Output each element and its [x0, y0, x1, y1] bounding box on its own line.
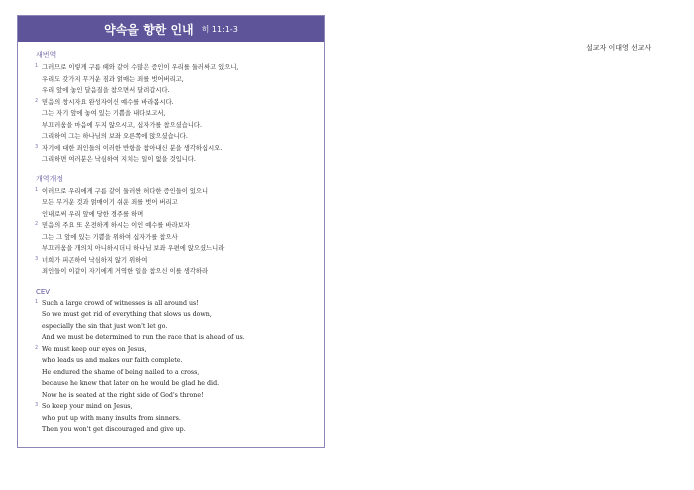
translation-section	[18, 288, 324, 436]
verse-text: Then you won't get discouraged and give up.	[42, 426, 186, 433]
verse-line	[36, 74, 318, 86]
card-header	[18, 16, 324, 42]
verse-line	[36, 62, 318, 74]
verse-line	[36, 413, 318, 425]
verse-line	[36, 424, 318, 436]
verse-text: 그리하면 여러분은 낙심하여 지치는 일이 없을 것입니다.	[42, 156, 196, 163]
translation-title: CEV	[36, 287, 51, 296]
translation-title: 개역개정	[36, 174, 64, 183]
verse-line	[36, 298, 318, 310]
verse-line	[36, 108, 318, 120]
verse-text: 인내로써 우리 앞에 당한 경주를 하며	[42, 210, 144, 218]
verse-line	[36, 85, 318, 97]
verse-line	[36, 390, 318, 402]
verse-line	[36, 309, 318, 321]
verse-text: especially the sin that just won't let go.	[42, 322, 168, 330]
sermon-title: 약속을 향한 인내	[104, 22, 194, 37]
scripture-reference: 히 11:1-3	[201, 24, 238, 34]
verse-text: who put up with many insults from sinners.	[42, 414, 181, 422]
translation-title: 새번역	[36, 51, 57, 59]
verse-text: 그는 그 앞에 있는 기쁨을 위하여 십자가를 참으사	[42, 233, 178, 241]
verse-text: 부끄러움을 마음에 두지 않으시고, 십자가를 참으셨습니다.	[42, 121, 202, 129]
verse-line	[36, 143, 318, 155]
verse-number: 2	[35, 221, 39, 227]
verse-line	[36, 97, 318, 109]
verse-text: 이러므로 우리에게 구름 같이 둘러싼 허다한 증인들이 있으니	[42, 187, 209, 195]
verse-line	[36, 332, 318, 344]
verse-text: 우리도 갖가지 무거운 짐과 얽매는 죄를 벗어버리고,	[42, 75, 184, 83]
verse-text: 모든 무거운 것과 얽매이기 쉬운 죄를 벗어 버리고	[42, 199, 178, 206]
verse-text: because he knew that later on he would be glad he did.	[42, 380, 220, 387]
verse-text: We must keep our eyes on Jesus,	[42, 345, 147, 353]
verse-line	[36, 355, 318, 367]
verse-line	[36, 367, 318, 379]
verse-text: 믿음의 창시자요 완성자이신 예수를 바라봅시다.	[42, 98, 174, 106]
verse-line	[36, 321, 318, 333]
verse-line	[36, 266, 318, 278]
verse-text: 우리 앞에 놓인 달음질을 참으면서 달려갑시다.	[42, 87, 170, 94]
verse-line	[36, 220, 318, 232]
verse-line	[36, 131, 318, 143]
verse-line	[36, 209, 318, 221]
verse-line	[36, 344, 318, 356]
verse-line	[36, 378, 318, 390]
verse-text: 자기에 대한 죄인들의 이러한 반항을 참아내신 분을 생각하십시오.	[42, 144, 223, 152]
translation-section	[18, 174, 324, 278]
verse-text: 너희가 피곤하여 낙심하지 않기 위하여	[42, 256, 148, 264]
verse-line	[36, 232, 318, 244]
verse-text: So we must get rid of everything that slows us down,	[42, 311, 212, 318]
verse-number: 1	[35, 298, 39, 305]
verse-line	[36, 255, 318, 267]
verse-text: who leads us and makes our faith complete.	[42, 357, 183, 364]
verse-text: 그리하여 그는 하나님의 보좌 오른쪽에 앉으셨습니다.	[42, 133, 188, 140]
scripture-card	[17, 15, 325, 448]
verse-text: So keep your mind on Jesus,	[42, 403, 133, 410]
verse-number: 2	[35, 344, 39, 351]
verse-text: Now he is seated at the right side of God's throne!	[42, 391, 204, 399]
verse-number: 1	[35, 63, 39, 69]
verse-text: Such a large crowd of witnesses is all around us!	[42, 299, 199, 307]
verse-text: 죄인들이 이같이 자기에게 거역한 일을 참으신 이를 생각하라	[42, 268, 209, 275]
translation-section	[18, 50, 324, 166]
verse-number: 2	[35, 97, 39, 104]
verse-line	[36, 401, 318, 413]
verse-line	[36, 154, 318, 166]
verse-number: 1	[35, 186, 39, 193]
verse-line	[36, 120, 318, 132]
verse-text: And we must be determined to run the race that is ahead of us.	[42, 334, 245, 341]
verse-number: 3	[35, 143, 39, 150]
verse-text: 믿음의 주요 또 온전하게 하시는 이인 예수를 바라보자	[42, 222, 190, 229]
verse-line	[36, 186, 318, 198]
preacher-name: 설교자 이대영 선교사	[586, 44, 652, 52]
verse-text: 그러므로 이렇게 구름 떼와 같이 수많은 증인이 우리를 둘러싸고 있으니,	[42, 64, 239, 71]
verse-number: 3	[35, 402, 39, 408]
verse-text: 부끄러움을 개의치 아니하시더니 하나님 보좌 우편에 앉으셨느니라	[42, 245, 225, 252]
verse-line	[36, 243, 318, 255]
verse-number: 3	[35, 255, 39, 262]
verse-line	[36, 197, 318, 209]
translations-container	[18, 50, 324, 436]
verse-text: He endured the shame of being nailed to a cross,	[42, 368, 200, 376]
verse-text: 그는 자기 앞에 놓여 있는 기쁨을 내다보고서,	[42, 110, 166, 117]
